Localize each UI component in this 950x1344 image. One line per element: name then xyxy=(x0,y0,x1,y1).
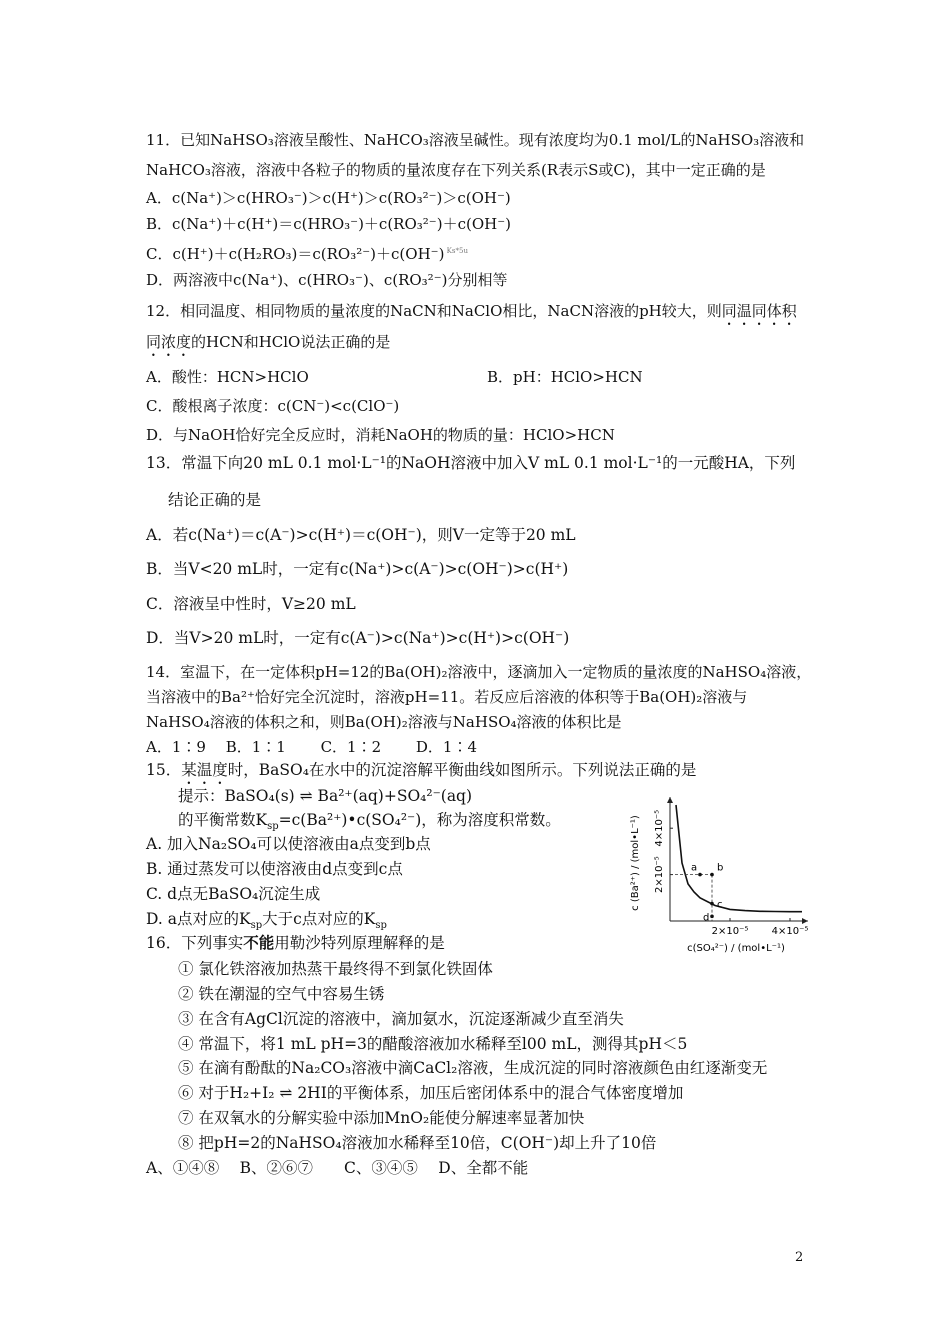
point-label-c: c xyxy=(717,899,723,911)
y-tick-label: 4×10⁻⁵ xyxy=(654,809,665,847)
text-segment: ① 氯化铁溶液加热蒸干最终得不到氯化铁固体 xyxy=(178,960,493,978)
text-segment: =c(Ba²⁺)•c(SO₄²⁻)，称为溶度积常数。 xyxy=(278,811,561,829)
point-c xyxy=(710,902,714,906)
y-axis-label: c (Ba²⁺) / (mol•L⁻¹) xyxy=(630,815,641,911)
chart-axes xyxy=(630,797,808,954)
text-line xyxy=(146,396,399,416)
text-segment: 不能 xyxy=(243,933,275,952)
text-line xyxy=(146,628,569,648)
text-segment: NaHCO₃溶液，溶液中各粒子的物质的量浓度存在下列关系(R表示S或C)，其中一定正确的是 xyxy=(146,161,766,179)
text-segment: 的HCN和HClO说法正确的是 xyxy=(191,333,391,351)
text-segment: B．当V<20 mL时，一定有c(Na⁺)>c(A⁻)>c(OH⁻)>c(H⁺) xyxy=(146,560,569,578)
text-segment: 15． xyxy=(146,761,182,779)
text-line xyxy=(146,737,477,757)
chart-marks xyxy=(670,805,802,923)
text-line xyxy=(146,301,797,329)
x-axis-label: c(SO₄²⁻) / (mol•L⁻¹) xyxy=(687,943,785,954)
text-segment: D. a点对应的K xyxy=(146,910,251,928)
text-segment: D．两溶液中c(Na⁺)、c(HRO₃⁻)、c(RO₃²⁻)分别相等 xyxy=(146,271,508,289)
baso4-solubility-chart xyxy=(614,797,824,967)
text-segment: D．当V>20 mL时，一定有c(A⁻)>c(Na⁺)>c(H⁺)>c(OH⁻) xyxy=(146,629,570,647)
text-segment: ⑧ 把pH=2的NaHSO₄溶液加水稀释至10倍，C(OH⁻)却上升了10倍 xyxy=(178,1134,657,1152)
text-segment: 12．相同温度、相同物质的量浓度的NaCN和NaClO相比，NaCN溶液的pH较大，则 xyxy=(146,302,722,320)
text-segment: A．1∶9 B．1∶1 C．1∶2 D．1∶4 xyxy=(146,738,478,756)
text-segment: ③ 在含有AgCl沉淀的溶液中，滴加氨水，沉淀逐渐减少直至消失 xyxy=(178,1010,624,1028)
text-line xyxy=(178,786,472,806)
text-line xyxy=(146,760,696,788)
text-segment: B．pH：HClO>HCN xyxy=(487,368,643,386)
page-number: 2 xyxy=(795,1250,804,1265)
text-line xyxy=(146,859,403,879)
text-line xyxy=(146,160,766,180)
text-line xyxy=(168,490,261,510)
text-segment: D．与NaOH恰好完全反应时，消耗NaOH的物质的量：HClO>HCN xyxy=(146,426,615,444)
text-line xyxy=(146,834,431,854)
text-segment: 用勒沙特列原理解释的是 xyxy=(274,934,445,952)
x-tick-label: 2×10⁻⁵ xyxy=(711,926,749,937)
text-line xyxy=(146,214,511,234)
text-segment: A. 加入Na₂SO₄可以使溶液由a点变到b点 xyxy=(146,835,431,853)
text-line xyxy=(146,1158,528,1178)
text-segment: Ks*5u xyxy=(444,247,468,255)
point-d xyxy=(710,915,714,919)
point-label-a: a xyxy=(691,862,698,874)
text-segment: ⑥ 对于H₂+I₂ ⇌ 2HI的平衡体系，加压后密闭体系中的混合气体密度增加 xyxy=(178,1084,684,1102)
text-segment: B．c(Na⁺)＋c(H⁺)＝c(HRO₃⁻)＋c(RO₃²⁻)＋c(OH⁻) xyxy=(146,215,511,233)
x-tick-label: 4×10⁻⁵ xyxy=(771,926,809,937)
text-segment: C．溶液呈中性时，V≥20 mL xyxy=(146,595,356,613)
text-segment: ⑤ 在滴有酚酞的Na₂CO₃溶液中滴CaCl₂溶液，生成沉淀的同时溶液颜色由红逐渐变无 xyxy=(178,1059,768,1077)
y-tick-label: 2×10⁻⁵ xyxy=(654,856,665,893)
point-label-d: d xyxy=(703,912,710,924)
text-segment: 时，BaSO₄在水中的沉淀溶解平衡曲线如图所示。下列说法正确的是 xyxy=(227,761,697,779)
text-segment: 的平衡常数K xyxy=(178,811,268,829)
text-line xyxy=(146,332,390,360)
text-line xyxy=(178,1108,584,1128)
text-segment: 大于c点对应的K xyxy=(262,910,376,928)
text-segment: C．c(H⁺)＋c(H₂RO₃)＝c(RO₃²⁻)＋c(OH⁻) xyxy=(146,245,445,263)
text-segment: sp xyxy=(250,920,263,932)
text-segment: C. d点无BaSO₄沉淀生成 xyxy=(146,885,321,903)
text-line xyxy=(146,425,615,445)
text-segment: 提示：BaSO₄(s) ⇌ Ba²⁺(aq)+SO₄²⁻(aq) xyxy=(178,787,473,805)
text-line xyxy=(146,367,309,387)
text-line xyxy=(146,594,356,614)
text-segment: A、①④⑧ B、②⑥⑦ C、③④⑤ D、全都不能 xyxy=(146,1159,529,1177)
text-segment: 13．常温下向20 mL 0.1 mol·L⁻¹的NaOH溶液中加入V mL 0.1 mol·L⁻¹的一元酸HA，下列 xyxy=(146,454,796,472)
text-line xyxy=(178,1083,683,1103)
text-line xyxy=(146,525,576,545)
point-label-b: b xyxy=(717,862,724,874)
text-line xyxy=(146,884,320,904)
text-segment: ② 铁在潮湿的空气中容易生锈 xyxy=(178,985,385,1003)
text-line xyxy=(146,130,804,150)
text-segment: A．酸性：HCN>HClO xyxy=(146,368,309,386)
text-segment: 某温度 xyxy=(181,761,228,779)
text-segment: sp xyxy=(267,821,279,833)
text-line xyxy=(178,1133,656,1153)
text-segment: 当溶液中的Ba²⁺恰好完全沉淀时，溶液pH=11。若反应后溶液的体积等于Ba(OH)₂溶液与 xyxy=(146,688,748,706)
text-line xyxy=(487,367,643,387)
text-segment: 16．下列事实 xyxy=(146,934,244,952)
text-line xyxy=(178,984,384,1004)
text-line xyxy=(178,1034,687,1054)
text-segment: 结论正确的是 xyxy=(168,491,262,509)
text-line xyxy=(146,188,511,208)
x-axis-arrow xyxy=(802,918,808,924)
y-axis-arrow xyxy=(667,797,673,803)
text-line xyxy=(146,559,568,579)
text-line xyxy=(146,933,445,953)
text-segment: 同浓度 xyxy=(146,333,192,351)
text-segment: ④ 常温下，将1 mL pH=3的醋酸溶液加水稀释至l00 mL，测得其pH＜5 xyxy=(178,1035,688,1053)
text-line xyxy=(146,453,795,473)
solubility-curve xyxy=(676,805,802,912)
text-line xyxy=(178,1009,624,1029)
text-segment: 同温同体积 xyxy=(721,302,797,320)
text-line xyxy=(178,959,493,979)
point-b xyxy=(710,873,714,877)
text-segment: ⑦ 在双氧水的分解实验中添加MnO₂能使分解速率显著加快 xyxy=(178,1109,585,1127)
text-segment: NaHSO₄溶液的体积之和，则Ba(OH)₂溶液与NaHSO₄溶液的体积比是 xyxy=(146,713,622,731)
text-line xyxy=(146,270,507,290)
text-line xyxy=(146,662,811,682)
text-segment: sp xyxy=(375,920,387,932)
text-segment: B. 通过蒸发可以使溶液由d点变到c点 xyxy=(146,860,403,878)
text-segment: A．c(Na⁺)＞c(HRO₃⁻)＞c(H⁺)＞c(RO₃²⁻)＞c(OH⁻) xyxy=(146,189,511,207)
text-segment: 11．已知NaHSO₃溶液呈酸性、NaHCO₃溶液呈碱性。现有浓度均为0.1 mol/L的NaHSO₃溶液和 xyxy=(146,131,805,149)
text-segment: A．若c(Na⁺)＝c(A⁻)>c(H⁺)＝c(OH⁻)，则V一定等于20 mL xyxy=(146,526,576,544)
text-line xyxy=(146,687,747,707)
text-line xyxy=(146,712,622,732)
text-line xyxy=(178,1058,767,1078)
point-a xyxy=(698,873,702,877)
text-line xyxy=(146,241,468,264)
text-segment: C．酸根离子浓度：c(CN⁻)<c(ClO⁻) xyxy=(146,397,400,415)
text-segment: 14．室温下，在一定体积pH=12的Ba(OH)₂溶液中，逐滴加入一定物质的量浓度的NaHSO₄溶液， xyxy=(146,663,812,681)
